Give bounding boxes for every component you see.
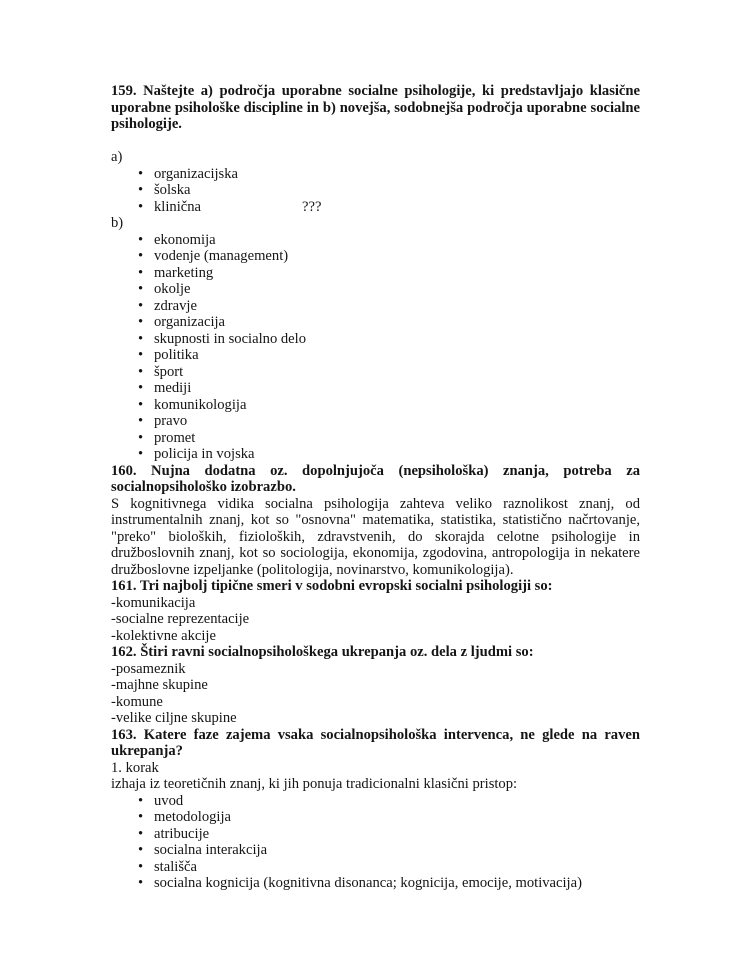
list-item: [111, 380, 640, 397]
list-item: [111, 298, 640, 315]
question-162-heading: 162. Štiri ravni socialnopsihološkega ukrepanja oz. dela z ljudmi so:: [111, 644, 534, 660]
list-item: [111, 430, 640, 447]
list-item-text: šolska: [154, 182, 191, 198]
list-item-text: socialna kognicija (kognitivna disonanca; kognicija, emocije, motivacija): [154, 875, 582, 891]
list-item: [111, 364, 640, 381]
list-item: [111, 232, 640, 249]
list-item: [111, 793, 640, 810]
list-item-text: politika: [154, 347, 199, 363]
list-item-text: promet: [154, 429, 196, 446]
document-content: [111, 83, 640, 892]
list-item: [111, 265, 640, 282]
question-160-body: S kognitivnega vidika socialna psihologija zahteva veliko raznolikost znanj, od instrumentalnih znanj, kot so "osnovna" matematika, statistika, statistično načrtovanje, "preko" bioloških, fizioloških, zdravstvenih, do skorajda celotne psihologije in družboslovnih znanj, kot so sociologija, ekonomija, zgodovina, antropologija in nekatere družboslovne izpeljanke (politologija, novinarstvo, komunikologija).: [111, 495, 640, 578]
step-label: 1. korak: [111, 759, 159, 776]
list-item-text: zdravje: [154, 297, 197, 314]
list-item: [111, 281, 640, 298]
list-item: [111, 166, 640, 183]
list-item: [111, 314, 640, 331]
list-item-text: metodologija: [154, 809, 232, 825]
label-b: b): [111, 215, 124, 231]
list-item-text: socialna interakcija: [154, 842, 268, 858]
question-159-heading: 159. Naštejte a) področja uporabne socialne psihologije, ki predstavljajo klasične uporabne psihološke discipline in b) novejša, sodobnejša področja uporabne socialne psihologije.: [111, 83, 640, 132]
question-163-heading: 163. Katere faze zajema vsaka socialnopsihološka intervenca, ne glede na raven ukrepanja?: [111, 726, 640, 759]
list-item: [111, 347, 640, 364]
list-item: [111, 413, 640, 430]
list-item: [111, 248, 640, 265]
list-item-text: ekonomija: [154, 231, 216, 248]
answer-line: -komune: [111, 693, 163, 710]
question-marks-annotation: ???: [302, 198, 322, 215]
list-item-text: organizacija: [154, 314, 226, 330]
list-item-text: šport: [154, 363, 184, 380]
answer-line: -majhne skupine: [111, 677, 208, 693]
list-item-text: pravo: [154, 413, 188, 429]
answer-line: -kolektivne akcije: [111, 627, 216, 644]
list-item-text: mediji: [154, 380, 192, 396]
list-item: [111, 826, 640, 843]
list-item-text: vodenje (management): [154, 248, 289, 264]
list-item-text: stališča: [154, 858, 197, 875]
list-item-text: organizacijska: [154, 165, 239, 182]
answer-line: -komunikacija: [111, 594, 196, 611]
list-item-text: okolje: [154, 281, 191, 297]
blank-line: [111, 133, 640, 150]
answer-line: -posameznik: [111, 660, 186, 677]
list-item: [111, 182, 640, 199]
list-item: [111, 809, 640, 826]
answer-list-a: [111, 166, 640, 216]
answer-list-b: [111, 232, 640, 463]
answer-line: -velike ciljne skupine: [111, 710, 237, 726]
list-item: [111, 446, 640, 463]
question-160-heading: 160. Nujna dodatna oz. dopolnjujoča (nepsihološka) znanja, potreba za socialnopsihološko izobrazbo.: [111, 462, 640, 495]
list-item-text: marketing: [154, 264, 214, 281]
list-item-text: uvod: [154, 792, 184, 809]
list-item: [111, 842, 640, 859]
list-item-text: klinična: [154, 198, 202, 215]
list-item-text: policija in vojska: [154, 446, 255, 462]
list-item: [111, 875, 640, 892]
question-161-heading: 161. Tri najbolj tipične smeri v sodobni evropski socialni psihologiji so:: [111, 578, 553, 594]
list-item-text: atribucije: [154, 825, 210, 842]
list-item: [111, 199, 640, 216]
list-item: [111, 859, 640, 876]
list-item: [111, 331, 640, 348]
answer-line: -socialne reprezentacije: [111, 611, 250, 627]
label-a: a): [111, 149, 123, 165]
step-intro: izhaja iz teoretičnih znanj, ki jih ponuja tradicionalni klasični pristop:: [111, 776, 518, 792]
list-item-text: skupnosti in socialno delo: [154, 330, 307, 347]
answer-list-163: [111, 793, 640, 892]
list-item: [111, 397, 640, 414]
list-item-text: komunikologija: [154, 396, 247, 413]
